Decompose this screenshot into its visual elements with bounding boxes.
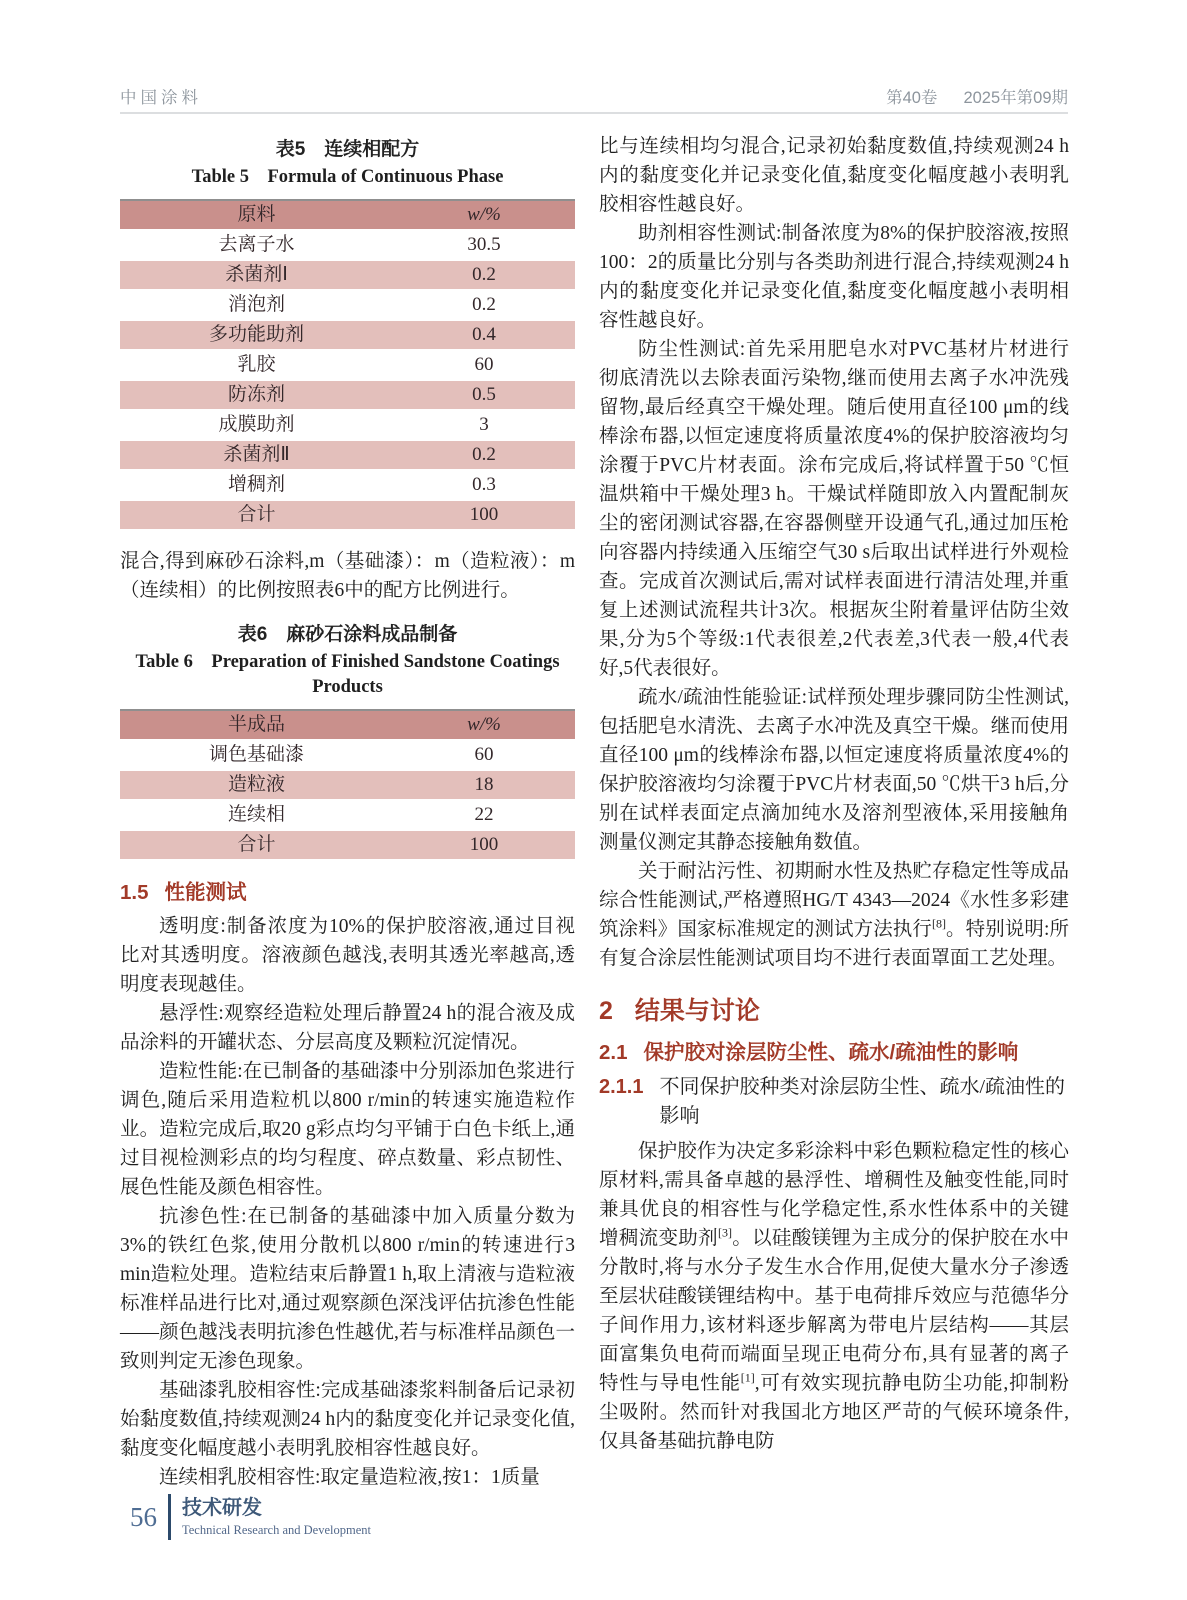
table-cell: 18 bbox=[393, 770, 575, 800]
table-row bbox=[120, 350, 575, 380]
issue-info bbox=[886, 84, 1068, 108]
table-row bbox=[120, 770, 575, 800]
footer-section bbox=[182, 1497, 371, 1538]
table-row bbox=[120, 290, 575, 320]
table-cell: 乳胶 bbox=[120, 350, 393, 380]
table-cell: 造粒液 bbox=[120, 770, 393, 800]
header-rule bbox=[120, 112, 1068, 114]
table-row bbox=[120, 410, 575, 440]
table-cell: 合计 bbox=[120, 830, 393, 860]
body-paragraph: 混合,得到麻砂石涂料,m（基础漆）：m（造粒液）：m（连续相）的比例按照表6中的配方比例进行。 bbox=[120, 551, 575, 601]
body-paragraph: 基础漆乳胶相容性:完成基础漆浆料制备后记录初始黏度数值,持续观测24 h内的黏度变化并记录变化值,黏度变化幅度越小表明乳胶相容性越良好。 bbox=[120, 1380, 575, 1459]
table-header-row bbox=[120, 200, 575, 230]
body-paragraph: 防尘性测试:首先采用肥皂水对PVC基材片材进行彻底清洗以去除表面污染物,继而使用去离子水冲洗残留物,最后经真空干燥处理。随后使用直径100 μm的线棒涂布器,以恒定速度将质量浓度4%的保护胶溶液均匀涂覆于PVC片材表面。涂布完成后,将试样置于50 ℃恒温烘箱中干燥处理3 h。干燥试样随即放入内置配制灰尘的密闭测试容器,在容器侧壁开设通气孔,通过加压枪向容器内持续通入压缩空气30 s后取出试样进行外观检查。完成首次测试后,需对试样表面进行清洁处理,并重复上述测试流程共计3次。根据灰尘附着量评估防尘效果,分为5个等级:1代表很差,2代表差,3代表一般,4代表好,5代表很好。 bbox=[599, 339, 1069, 679]
table-cell: 合计 bbox=[120, 500, 393, 530]
table-cell: 0.3 bbox=[393, 470, 575, 500]
footer-section-zh: 技术研发 bbox=[182, 1496, 262, 1519]
footer-divider bbox=[168, 1494, 171, 1540]
table-cell: 0.4 bbox=[393, 320, 575, 350]
table-header-cell: w/% bbox=[393, 200, 575, 230]
section-title: 性能测试 bbox=[164, 881, 247, 904]
body-paragraph: 连续相乳胶相容性:取定量造粒液,按1：1质量 bbox=[159, 1467, 540, 1488]
content-columns bbox=[120, 132, 1069, 1492]
table-total-row bbox=[120, 500, 575, 530]
table-cell: 0.2 bbox=[393, 260, 575, 290]
section-number: 2.1 bbox=[599, 1041, 628, 1064]
section-title: 不同保护胶种类对涂层防尘性、疏水/疏油性的影响 bbox=[659, 1076, 1066, 1127]
right-column bbox=[599, 132, 1069, 1492]
table-cell: 100 bbox=[393, 830, 575, 860]
table-row bbox=[120, 230, 575, 260]
table-header-row bbox=[120, 710, 575, 740]
table-header-cell: w/% bbox=[393, 710, 575, 740]
table5 bbox=[120, 199, 575, 531]
table-cell: 0.2 bbox=[393, 290, 575, 320]
table-row bbox=[120, 320, 575, 350]
body-paragraph: 关于耐沾污性、初期耐水性及热贮存稳定性等成品综合性能测试,严格遵照HG/T 4343—2024《水性多彩建筑涂料》国家标准规定的测试方法执行[8]。特别说明:所有复合涂层性能测试项目均不进行表面罩面工艺处理。 bbox=[599, 861, 1069, 969]
body-paragraph: 疏水/疏油性能验证:试样预处理步骤同防尘性测试,包括肥皂水清洗、去离子水冲洗及真空干燥。继而使用直径100 μm的线棒涂布器,以恒定速度将质量浓度4%的保护胶溶液均匀涂覆于PVC片材表面,50 ℃烘干3 h后,分别在试样表面定点滴加纯水及溶剂型液体,采用接触角测量仪测定其静态接触角数值。 bbox=[599, 687, 1069, 853]
table-cell: 防冻剂 bbox=[120, 380, 393, 410]
table-cell: 100 bbox=[393, 500, 575, 530]
section-title: 保护胶对涂层防尘性、疏水/疏油性的影响 bbox=[643, 1041, 1019, 1064]
table-total-row bbox=[120, 830, 575, 860]
table-cell: 60 bbox=[393, 350, 575, 380]
table-row bbox=[120, 260, 575, 290]
page-header bbox=[120, 84, 1068, 108]
issue-label: 2025年第09期 bbox=[963, 89, 1068, 107]
table-cell: 杀菌剂Ⅱ bbox=[120, 440, 393, 470]
body-paragraph: 造粒性能:在已制备的基础漆中分别添加色浆进行调色,随后采用造粒机以800 r/min的转速实施造粒作业。造粒完成后,取20 g彩点均匀平铺于白色卡纸上,通过目视检测彩点的均匀程度、碎点数量、彩点韧性、展色性能及颜色相容性。 bbox=[120, 1061, 575, 1198]
table-row bbox=[120, 470, 575, 500]
table-cell: 30.5 bbox=[393, 230, 575, 260]
table6-caption-en: Table 6 Preparation of Finished Sandstone Coatings Products bbox=[135, 652, 560, 697]
table-cell: 3 bbox=[393, 410, 575, 440]
body-paragraph: 助剂相容性测试:制备浓度为8%的保护胶溶液,按照100：2的质量比分别与各类助剂进行混合,持续观测24 h内的黏度变化并记录变化值,黏度变化幅度越小表明相容性越良好。 bbox=[599, 223, 1069, 331]
table-cell: 调色基础漆 bbox=[120, 740, 393, 770]
table-cell: 22 bbox=[393, 800, 575, 830]
table-row bbox=[120, 800, 575, 830]
table-cell: 去离子水 bbox=[120, 230, 393, 260]
section-number: 1.5 bbox=[120, 881, 149, 904]
table-cell: 60 bbox=[393, 740, 575, 770]
table5-caption-en: Table 5 Formula of Continuous Phase bbox=[191, 167, 504, 187]
table-cell: 多功能助剂 bbox=[120, 320, 393, 350]
table-row bbox=[120, 440, 575, 470]
body-paragraph: 保护胶作为决定多彩涂料中彩色颗粒稳定性的核心原材料,需具备卓越的悬浮性、增稠性及触变性能,同时兼具优良的相容性与化学稳定性,系水性体系中的关键增稠流变助剂[3]。以硅酸镁锂为主成分的保护胶在水中分散时,将与水分子发生水合作用,促使大量水分子渗透至层状硅酸镁锂结构中。基于电荷排斥效应与范德华分子间作用力,该材料逐步解离为带电片层结构——其层面富集负电荷而端面呈现正电荷分布,具有显著的离子特性与导电性能[1],可有效实现抗静电防尘功能,抑制粉尘吸附。然而针对我国北方地区严苛的气候环境条件,仅具备基础抗静电防 bbox=[599, 1141, 1069, 1452]
body-paragraph: 抗渗色性:在已制备的基础漆中加入质量分数为3%的铁红色浆,使用分散机以800 r/min的转速进行3 min造粒处理。造粒结束后静置1 h,取上清液与造粒液标准样品进行比对,通过观察颜色深浅评估抗渗色性能——颜色越浅表明抗渗色性越优,若与标准样品颜色一致则判定无渗色现象。 bbox=[120, 1206, 575, 1372]
table-header-cell: 原料 bbox=[120, 200, 393, 230]
section-number: 2.1.1 bbox=[599, 1076, 644, 1098]
left-column bbox=[120, 132, 575, 1492]
section-heading-2-1 bbox=[599, 1035, 1069, 1065]
section-heading-2-1-1 bbox=[599, 1073, 1069, 1131]
section-number: 2 bbox=[599, 997, 613, 1025]
table-cell: 消泡剂 bbox=[120, 290, 393, 320]
section-heading-2 bbox=[599, 991, 1069, 1027]
journal-name: 中国涂料 bbox=[120, 89, 202, 107]
footer-section-en: Technical Research and Development bbox=[182, 1522, 371, 1537]
section-heading-1-5 bbox=[120, 875, 575, 905]
table-cell: 杀菌剂Ⅰ bbox=[120, 260, 393, 290]
table-cell: 成膜助剂 bbox=[120, 410, 393, 440]
table-cell: 0.2 bbox=[393, 440, 575, 470]
page-number: 56 bbox=[130, 1501, 157, 1532]
page-footer bbox=[130, 1494, 371, 1540]
section-title: 结果与讨论 bbox=[634, 997, 760, 1025]
table5-caption-zh: 表5 连续相配方 bbox=[275, 139, 420, 160]
table-row bbox=[120, 740, 575, 770]
table-cell: 增稠剂 bbox=[120, 470, 393, 500]
table-cell: 连续相 bbox=[120, 800, 393, 830]
volume-label: 第40卷 bbox=[886, 89, 938, 107]
body-paragraph: 透明度:制备浓度为10%的保护胶溶液,通过目视比对其透明度。溶液颜色越浅,表明其透光率越高,透明度表现越佳。 bbox=[120, 916, 575, 995]
body-paragraph: 比与连续相均匀混合,记录初始黏度数值,持续观测24 h内的黏度变化并记录变化值,黏度变化幅度越小表明乳胶相容性越良好。 bbox=[599, 136, 1069, 215]
table6-caption-zh: 表6 麻砂石涂料成品制备 bbox=[237, 624, 458, 645]
body-paragraph: 悬浮性:观察经造粒处理后静置24 h的混合液及成品涂料的开罐状态、分层高度及颗粒沉淀情况。 bbox=[120, 1003, 575, 1053]
table-cell: 0.5 bbox=[393, 380, 575, 410]
table6 bbox=[120, 709, 575, 861]
table-row bbox=[120, 380, 575, 410]
table-header-cell: 半成品 bbox=[120, 710, 393, 740]
